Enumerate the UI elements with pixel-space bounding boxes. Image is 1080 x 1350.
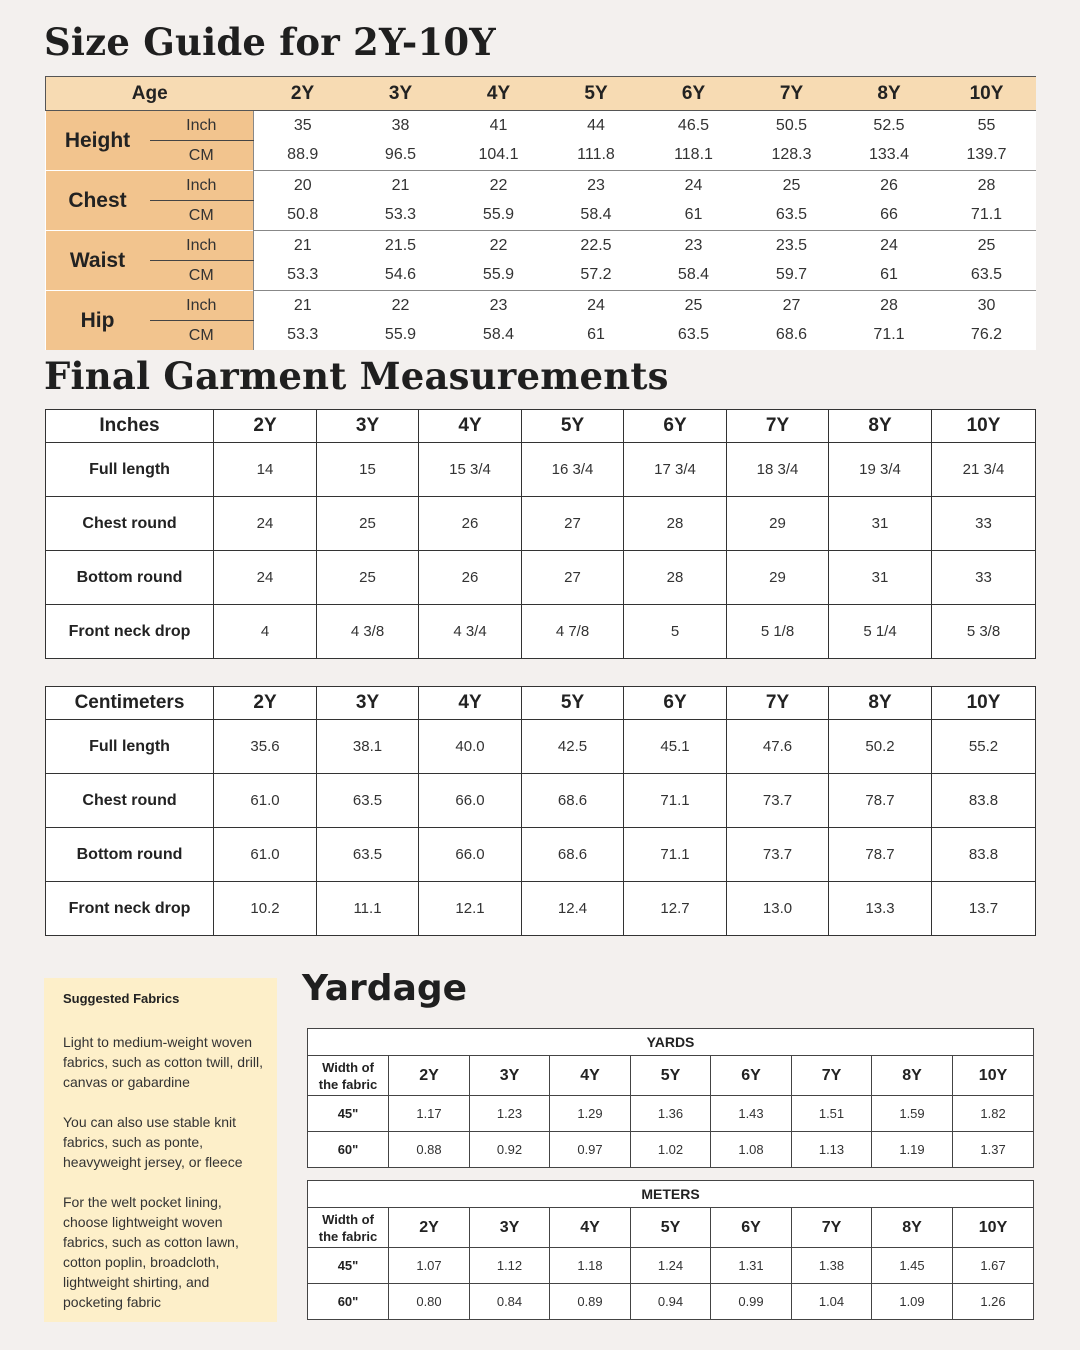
size-header: 6Y	[645, 77, 743, 111]
table-cell: 25	[645, 291, 743, 321]
table-cell: 0.97	[550, 1132, 631, 1168]
width-value: 45"	[308, 1096, 389, 1132]
table-cell: 24	[548, 291, 645, 321]
table-cell: 5 3/8	[932, 605, 1036, 659]
size-header: 7Y	[727, 410, 829, 443]
table-cell: 0.80	[389, 1284, 470, 1320]
unit-label: Inch	[150, 291, 254, 321]
row-label: Bottom round	[46, 828, 214, 882]
table-cell: 68.6	[522, 828, 624, 882]
table-cell: 42.5	[522, 720, 624, 774]
table-cell: 1.02	[631, 1132, 711, 1168]
table-cell: 1.26	[953, 1284, 1034, 1320]
table-cell: 0.88	[389, 1132, 470, 1168]
table-cell: 27	[743, 291, 841, 321]
table-cell: 44	[548, 111, 645, 141]
table-cell: 26	[419, 497, 522, 551]
table-title-row	[308, 1181, 1034, 1208]
table-cell: 61	[880, 266, 898, 284]
table-row	[46, 111, 1036, 141]
measurement-label: Height	[46, 111, 150, 171]
table-cell: 1.04	[792, 1284, 872, 1320]
table-row	[308, 1284, 1034, 1320]
garment-title: Final Garment Measurements	[44, 354, 669, 398]
table-cell: 1.17	[389, 1096, 470, 1132]
age-header: Age	[46, 77, 254, 111]
row-label: Front neck drop	[46, 605, 214, 659]
unit-header: Inches	[46, 410, 214, 443]
table-cell: 41	[450, 111, 548, 141]
table-cell: 50.5	[743, 111, 841, 141]
table-cell: 47.6	[727, 720, 829, 774]
unit-title: YARDS	[308, 1029, 1034, 1056]
table-cell: 10.2	[214, 882, 317, 936]
table-cell: 38.1	[317, 720, 419, 774]
garment-centimeters-table	[45, 686, 1036, 936]
size-header: 4Y	[450, 77, 548, 111]
table-cell: 55.9	[384, 326, 417, 344]
table-cell: 0.94	[631, 1284, 711, 1320]
table-cell: 25	[743, 171, 841, 201]
table-cell: 28	[938, 171, 1036, 201]
table-cell: 1.07	[389, 1248, 470, 1284]
size-header: 3Y	[317, 410, 419, 443]
size-header: 3Y	[470, 1056, 550, 1096]
table-cell: 58.4	[482, 326, 515, 344]
unit-label: CM	[150, 261, 254, 291]
table-row	[46, 774, 1036, 828]
table-cell: 104.1	[478, 146, 519, 164]
yardage-meters-table	[307, 1180, 1034, 1320]
size-header: 4Y	[550, 1208, 631, 1248]
table-row	[46, 828, 1036, 882]
yardage-title: Yardage	[302, 968, 468, 1009]
table-cell: 55.2	[932, 720, 1036, 774]
table-cell: 111.8	[577, 146, 615, 164]
size-header: 8Y	[872, 1056, 953, 1096]
table-cell: 19 3/4	[829, 443, 932, 497]
fabrics-paragraph: Light to medium-weight woven fabrics, such as cotton twill, drill, canvas or gabardine	[63, 1034, 263, 1090]
table-cell: 139.7	[966, 146, 1007, 164]
row-label: Bottom round	[46, 551, 214, 605]
size-header: 5Y	[631, 1208, 711, 1248]
row-label: Chest round	[46, 497, 214, 551]
size-header: 6Y	[624, 687, 727, 720]
table-cell: 1.31	[711, 1248, 792, 1284]
table-cell: 22	[450, 231, 548, 261]
table-cell: 1.18	[550, 1248, 631, 1284]
table-cell: 40.0	[419, 720, 522, 774]
table-cell: 1.38	[792, 1248, 872, 1284]
table-cell: 25	[317, 497, 419, 551]
table-cell: 0.84	[470, 1284, 550, 1320]
table-row	[46, 321, 1036, 351]
table-cell: 21	[352, 171, 450, 201]
table-cell: 118.1	[674, 146, 713, 164]
table-cell: 53.3	[254, 261, 352, 291]
suggested-fabrics-title: Suggested Fabrics	[63, 991, 180, 1006]
size-header: 2Y	[389, 1056, 470, 1096]
table-cell: 28	[624, 551, 727, 605]
table-cell: 73.7	[727, 828, 829, 882]
row-label: Full length	[46, 720, 214, 774]
fabrics-paragraph: For the welt pocket lining, choose lightweight woven fabrics, such as cotton lawn, cotton poplin, broadcloth, lightweight shirting, and pocketing fabric	[63, 1194, 239, 1310]
size-header: 5Y	[548, 77, 645, 111]
size-header: 10Y	[932, 687, 1036, 720]
table-cell: 55.9	[482, 266, 515, 284]
table-cell: 4 3/8	[317, 605, 419, 659]
table-header-row	[46, 687, 1036, 720]
table-cell: 1.29	[550, 1096, 631, 1132]
table-cell: 61	[587, 326, 605, 344]
size-header: 8Y	[872, 1208, 953, 1248]
table-cell: 35	[254, 111, 352, 141]
table-cell: 50.2	[829, 720, 932, 774]
table-cell: 78.7	[829, 774, 932, 828]
table-cell: 76.2	[970, 326, 1003, 344]
table-cell: 35.6	[214, 720, 317, 774]
width-value: 60"	[308, 1132, 389, 1168]
size-guide-table	[45, 76, 1036, 350]
table-cell: 1.45	[872, 1248, 953, 1284]
table-cell: 1.13	[792, 1132, 872, 1168]
garment-inches-table	[45, 409, 1036, 659]
table-cell: 13.0	[727, 882, 829, 936]
table-cell: 45.1	[624, 720, 727, 774]
table-cell: 46.5	[645, 111, 743, 141]
size-header: 8Y	[829, 687, 932, 720]
table-cell: 13.7	[932, 882, 1036, 936]
table-cell: 12.7	[624, 882, 727, 936]
table-cell: 50.8	[254, 201, 352, 231]
table-cell: 24	[214, 551, 317, 605]
unit-label: Inch	[150, 111, 254, 141]
table-row	[308, 1096, 1034, 1132]
measurement-label: Chest	[46, 171, 150, 231]
table-header-row	[308, 1056, 1034, 1096]
size-header: 7Y	[792, 1056, 872, 1096]
table-cell: 4 3/4	[419, 605, 522, 659]
measurement-label: Hip	[46, 291, 150, 351]
table-cell: 1.23	[470, 1096, 550, 1132]
table-cell: 68.6	[775, 326, 808, 344]
table-cell: 58.4	[580, 206, 612, 224]
table-row	[46, 201, 1036, 231]
table-row	[46, 605, 1036, 659]
table-cell: 52.5	[841, 111, 938, 141]
size-header: 4Y	[419, 410, 522, 443]
suggested-fabrics-panel	[44, 978, 277, 1322]
table-cell: 27	[522, 551, 624, 605]
table-cell: 30	[938, 291, 1036, 321]
size-header: 2Y	[389, 1208, 470, 1248]
size-header: 2Y	[254, 77, 352, 111]
size-guide-title: Size Guide for 2Y-10Y	[44, 20, 496, 64]
table-cell: 71.1	[624, 774, 727, 828]
table-cell: 14	[214, 443, 317, 497]
table-cell: 26	[419, 551, 522, 605]
size-header: 2Y	[214, 687, 317, 720]
table-cell: 21.5	[352, 231, 450, 261]
table-cell: 5	[624, 605, 727, 659]
table-cell: 71.1	[970, 206, 1003, 224]
table-cell: 1.08	[711, 1132, 792, 1168]
table-cell: 12.4	[522, 882, 624, 936]
unit-label: CM	[150, 201, 254, 231]
table-header-row	[308, 1208, 1034, 1248]
table-cell: 4	[214, 605, 317, 659]
table-row	[308, 1248, 1034, 1284]
size-header: 10Y	[953, 1056, 1034, 1096]
size-header: 7Y	[792, 1208, 872, 1248]
table-cell: 5 1/8	[727, 605, 829, 659]
table-cell: 68.6	[522, 774, 624, 828]
size-header: 5Y	[522, 687, 624, 720]
table-cell: 21 3/4	[932, 443, 1036, 497]
table-row	[46, 497, 1036, 551]
table-cell: 18 3/4	[727, 443, 829, 497]
size-header: 3Y	[352, 77, 450, 111]
size-header: 3Y	[470, 1208, 550, 1248]
table-cell: 22	[450, 171, 548, 201]
table-cell: 1.36	[631, 1096, 711, 1132]
table-cell: 1.51	[792, 1096, 872, 1132]
table-cell: 61.0	[214, 828, 317, 882]
table-cell: 1.43	[711, 1096, 792, 1132]
table-cell: 21	[254, 231, 352, 261]
table-cell: 17 3/4	[624, 443, 727, 497]
width-label-line: the fabric	[318, 1228, 378, 1244]
table-header-row	[46, 410, 1036, 443]
table-cell: 61.0	[214, 774, 317, 828]
unit-label: Inch	[150, 231, 254, 261]
width-header	[308, 1208, 389, 1248]
table-cell: 53.3	[384, 206, 417, 224]
size-header: 7Y	[727, 687, 829, 720]
table-cell: 23	[450, 291, 548, 321]
size-header: 5Y	[631, 1056, 711, 1096]
table-cell: 29	[727, 551, 829, 605]
table-cell: 24	[214, 497, 317, 551]
table-cell: 63.5	[317, 828, 419, 882]
size-header: 8Y	[829, 410, 932, 443]
table-cell: 28	[841, 291, 938, 321]
table-cell: 12.1	[419, 882, 522, 936]
size-guide-header-row	[46, 77, 1036, 111]
width-label-line: the fabric	[318, 1076, 378, 1092]
table-cell: 0.92	[470, 1132, 550, 1168]
table-cell: 1.37	[953, 1132, 1034, 1168]
table-cell: 31	[829, 551, 932, 605]
table-cell: 1.24	[631, 1248, 711, 1284]
table-cell: 1.09	[872, 1284, 953, 1320]
fabrics-paragraph: You can also use stable knit fabrics, such as ponte, heavyweight jersey, or fleece	[63, 1114, 243, 1170]
size-header: 10Y	[932, 410, 1036, 443]
size-header: 6Y	[711, 1056, 792, 1096]
table-cell: 15	[317, 443, 419, 497]
table-cell: 0.89	[550, 1284, 631, 1320]
width-value: 60"	[308, 1284, 389, 1320]
table-row	[46, 882, 1036, 936]
table-cell: 15 3/4	[419, 443, 522, 497]
unit-title: METERS	[308, 1181, 1034, 1208]
size-header: 4Y	[550, 1056, 631, 1096]
table-cell: 22	[352, 291, 450, 321]
table-cell: 88.9	[254, 141, 352, 171]
table-cell: 24	[841, 231, 938, 261]
row-label: Front neck drop	[46, 882, 214, 936]
size-header: 6Y	[624, 410, 727, 443]
table-row	[46, 291, 1036, 321]
table-cell: 0.99	[711, 1284, 792, 1320]
measurement-label: Waist	[46, 231, 150, 291]
table-cell: 20	[254, 171, 352, 201]
table-cell: 25	[317, 551, 419, 605]
table-cell: 25	[938, 231, 1036, 261]
table-cell: 24	[645, 171, 743, 201]
table-cell: 128.3	[771, 146, 812, 164]
table-cell: 1.59	[872, 1096, 953, 1132]
table-cell: 63.5	[970, 266, 1003, 284]
table-cell: 31	[829, 497, 932, 551]
size-header: 4Y	[419, 687, 522, 720]
table-cell: 54.6	[384, 266, 417, 284]
table-cell: 11.1	[317, 882, 419, 936]
table-row	[46, 171, 1036, 201]
table-cell: 71.1	[624, 828, 727, 882]
table-cell: 29	[727, 497, 829, 551]
table-cell: 28	[624, 497, 727, 551]
row-label: Chest round	[46, 774, 214, 828]
table-cell: 58.4	[677, 266, 710, 284]
table-cell: 83.8	[932, 774, 1036, 828]
size-header: 10Y	[953, 1208, 1034, 1248]
table-row	[46, 551, 1036, 605]
table-cell: 78.7	[829, 828, 932, 882]
table-cell: 4 7/8	[522, 605, 624, 659]
unit-label: CM	[150, 321, 254, 351]
size-header: 7Y	[743, 77, 841, 111]
table-cell: 1.12	[470, 1248, 550, 1284]
table-cell: 71.1	[873, 326, 905, 344]
table-cell: 1.82	[953, 1096, 1034, 1132]
table-row	[308, 1132, 1034, 1168]
table-cell: 23	[548, 171, 645, 201]
table-cell: 23.5	[743, 231, 841, 261]
table-row	[46, 261, 1036, 291]
table-cell: 63.5	[677, 326, 710, 344]
table-cell: 21	[254, 291, 352, 321]
table-cell: 73.7	[727, 774, 829, 828]
table-row	[46, 231, 1036, 261]
size-header: 5Y	[522, 410, 624, 443]
table-cell: 133.4	[868, 146, 910, 164]
unit-header: Centimeters	[46, 687, 214, 720]
table-cell: 66.0	[419, 774, 522, 828]
row-label: Full length	[46, 443, 214, 497]
table-cell: 16 3/4	[522, 443, 624, 497]
table-cell: 55.9	[482, 206, 515, 224]
size-header: 10Y	[938, 77, 1036, 111]
table-cell: 27	[522, 497, 624, 551]
table-cell: 66.0	[419, 828, 522, 882]
width-label-line: Width of	[322, 1211, 374, 1227]
table-cell: 53.3	[254, 321, 352, 351]
table-cell: 23	[645, 231, 743, 261]
table-cell: 22.5	[548, 231, 645, 261]
size-header: 3Y	[317, 687, 419, 720]
table-cell: 38	[352, 111, 450, 141]
table-cell: 61	[684, 206, 703, 224]
table-cell: 33	[932, 497, 1036, 551]
table-row	[46, 141, 1036, 171]
table-cell: 1.19	[872, 1132, 953, 1168]
table-cell: 83.8	[932, 828, 1036, 882]
table-row	[46, 443, 1036, 497]
table-cell: 13.3	[829, 882, 932, 936]
table-cell: 59.7	[775, 266, 808, 284]
unit-label: CM	[150, 141, 254, 171]
table-cell: 1.67	[953, 1248, 1034, 1284]
size-header: 6Y	[711, 1208, 792, 1248]
table-cell: 96.5	[384, 146, 417, 164]
table-cell: 26	[841, 171, 938, 201]
table-row	[46, 720, 1036, 774]
size-header: 8Y	[841, 77, 938, 111]
table-title-row	[308, 1029, 1034, 1056]
table-cell: 66	[880, 206, 898, 224]
yardage-yards-table	[307, 1028, 1034, 1168]
table-cell: 63.5	[775, 206, 808, 224]
width-header	[308, 1056, 389, 1096]
unit-label: Inch	[150, 171, 254, 201]
width-value: 45"	[308, 1248, 389, 1284]
table-cell: 55	[938, 111, 1036, 141]
table-cell: 57.2	[580, 266, 612, 284]
table-cell: 5 1/4	[829, 605, 932, 659]
width-label-line: Width of	[322, 1059, 374, 1075]
size-header: 2Y	[214, 410, 317, 443]
table-cell: 63.5	[317, 774, 419, 828]
table-cell: 33	[932, 551, 1036, 605]
